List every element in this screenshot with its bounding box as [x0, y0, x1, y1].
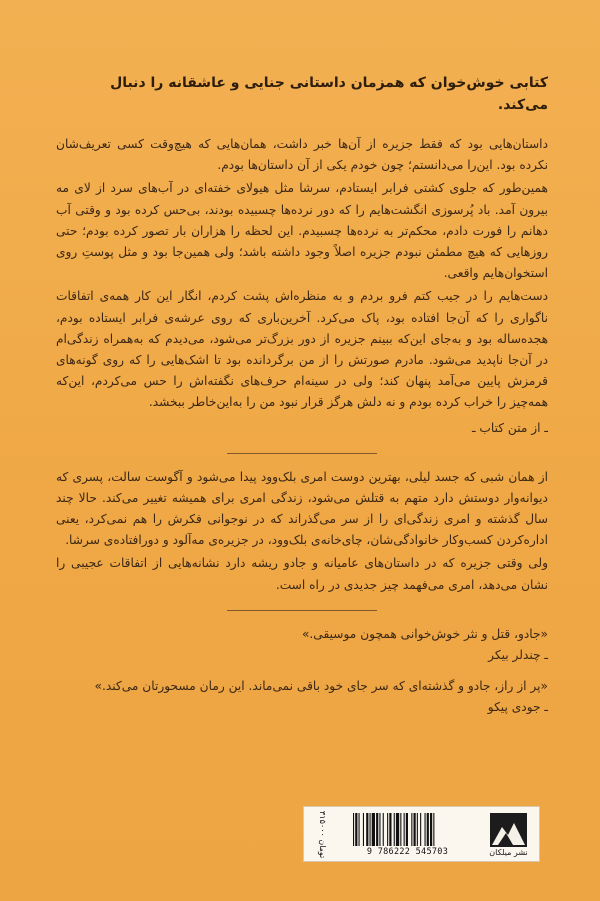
synopsis-paragraph-2: ولی وقتی جزیره که در داستان‌های عامیانه و جادو ریشه دارد نشانه‌هایی از اتفاقات عجیبی را نشان می‌دهد، امری می‌فهمد چیز جدیدی در راه است.: [56, 556, 548, 592]
review-author-2: ـ جودی پیکو: [487, 699, 548, 714]
publisher-name: نشر میلکان: [489, 848, 528, 857]
section-divider-1: [227, 453, 377, 454]
cover-text-block: [56, 72, 548, 728]
excerpt-credit: ـ از متن کتاب ـ: [471, 420, 548, 435]
price-label: ۳۱۵۰۰۰ تومان: [318, 811, 327, 859]
review-quote-1: «جادو، قتل و نثر خوش‌خوانی همچون موسیقی.»: [301, 626, 548, 641]
excerpt-paragraph-2: همین‌طور که جلوی کشتی فرابر ایستادم، سرشا مثل هیولای خفته‌ای در آب‌های سرد از لای مه بیرون آمد. باد پُرسوزی انگشت‌هایم را که دور نرده‌ها چسبیده بودند، بی‌حس کرده بود و وقتی آب دهانم را فورت دادم، محکم‌تر به نرده‌ها چسبیدم. این لحظه را هزاران بار تصور کرده بودم؛ حتی روزهایی که هیچ مطمئن نبودم جزیره اصلاً وجود داشته باشد؛ ولی همین‌جا بود و مثل پوستِ روی استخوان‌هایم واقعی.: [56, 181, 548, 281]
review-author-1: ـ چندلر بیکر: [488, 647, 548, 662]
excerpt-paragraph-1: داستان‌هایی بود که فقط جزیره از آن‌ها خبر داشت، همان‌هایی که هیچ‌وقت کسی تعریف‌شان نکرده بود. این‌را می‌دانستم؛ چون خودم یکی از آن داستان‌ها بودم.: [56, 137, 548, 173]
mountain-logo-icon: [480, 811, 537, 849]
publisher-logo: [480, 811, 537, 861]
barcode-panel: [303, 806, 540, 862]
synopsis-paragraph-1: از همان شبی که جسد لیلی، بهترین دوست امری بلک‌وود پیدا می‌شود و آگوست سالت، پسری که دیوانه‌وار دوستش دارد متهم به قتلش می‌شود، زندگی امری برای همیشه تغییر می‌کند. حالا چند سال گذشته و امری زندگی‌ای را از سر می‌گذراند که در نوجوانی فکرش را هم نمی‌کرد، یعنی اداره‌کردن کسب‌وکار خانوادگی‌شان، چای‌خانه‌ی بلک‌وود، در جزیره‌ی مه‌آلود و دورافتاده‌ی سرشا.: [56, 469, 548, 548]
section-divider-2: [227, 610, 377, 611]
review-quote-2: «پر از راز، جادو و گذشته‌ای که سر جای خود باقی نمی‌ماند. این رمان مسحورتان می‌کند.»: [94, 678, 548, 693]
excerpt-paragraph-3: دست‌هایم را در جیب کتم فرو بردم و به منظره‌اش پشت کردم، انگار این کار همه‌ی اتفاقات ناگواری را که آن‌جا افتاده بود، پاک می‌کرد. آخرین‌باری که روی عرشه‌ی فرابر ایستاده بودم، هجده‌ساله بود و به‌جای این‌که ببینم جزیره از دور بزرگ‌تر می‌شود، می‌دیدم که به‌همراه زندگی‌ام در آن‌جا ناپدید می‌شود. مادرم صورتش را از من برگردانده بود تا اشک‌هایی را که روی گونه‌های قرمزش پایین می‌آمد پنهان کند؛ ولی در سینه‌ام حرف‌های نگفته‌اش را حس می‌کردم، این‌که همه‌چیز را خراب کرده بودم و نه دلش هرگز قرار نبود من را به‌این‌خاطر ببخشد.: [56, 289, 548, 410]
cover-headline: کتابی خوش‌خوان که همزمان داستانی جنایی و عاشقانه را دنبال می‌کند.: [110, 75, 548, 113]
barcode-digits: 9 786222 545703: [366, 847, 449, 857]
barcode-icon: [353, 813, 471, 846]
